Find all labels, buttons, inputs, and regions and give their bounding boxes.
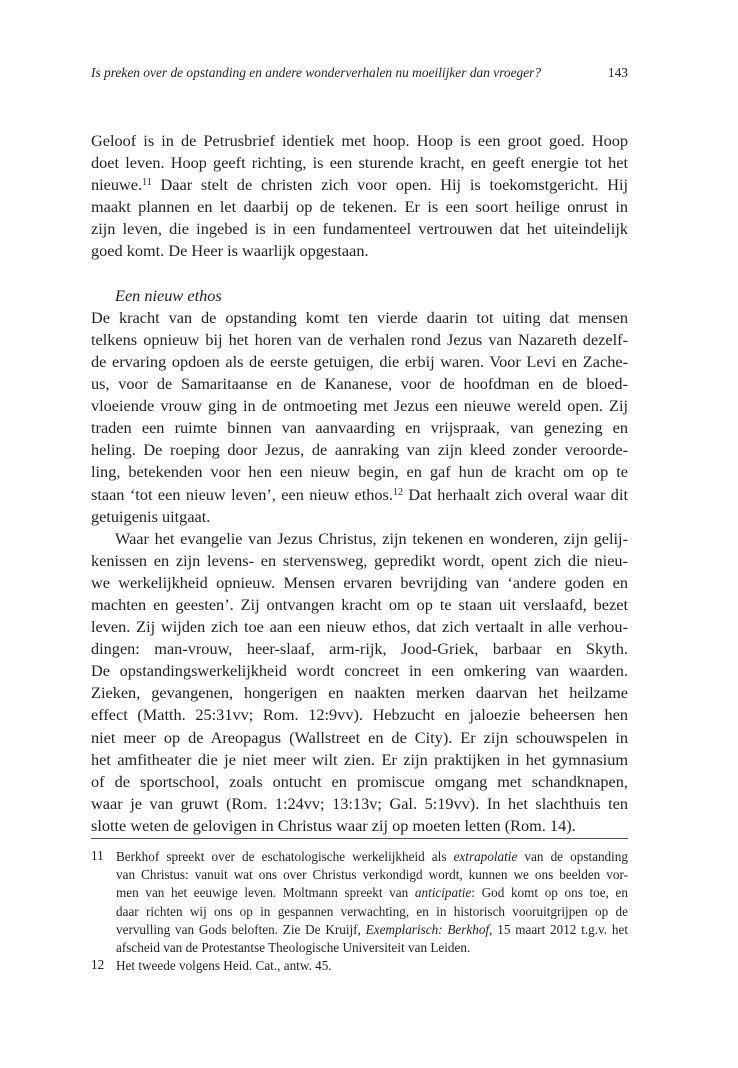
footnote-ref[interactable]: 12 (392, 486, 403, 498)
text-line: dingen: man-vrouw, heer-slaaf, arm-rijk, Jood-Griek, barbaar en Skyth. (91, 639, 628, 659)
footnote-emphasis: Exemplarisch: Berkhof (365, 921, 490, 937)
text-line: Geloof is in de Petrusbrief identiek met hoop. Hoop is een groot goed. Hoop (91, 131, 628, 150)
text-line: getuigenis uitgaat. (91, 506, 211, 526)
text-line: us, voor de Samaritaanse en de Kananese, voor de hoofdman en de bloed- (91, 374, 628, 394)
text-line (91, 174, 628, 196)
page-number: 143 (607, 65, 628, 80)
footnotes (91, 848, 628, 975)
running-title: Is preken over de opstanding en andere wonderverhalen nu moeilijker dan vroeger? (91, 65, 542, 80)
footnote-line (116, 903, 628, 921)
footnote-separator (91, 838, 628, 839)
footnote (91, 848, 628, 957)
text-line: de ervaring opdoen als de eerste getuigen, die erbij waren. Voor Levi en Zache- (91, 351, 628, 371)
text-run: Daar stelt de christen zich voor open. Hij is toekomstgericht. Hij (151, 175, 628, 195)
footnote-emphasis: anticipatie (414, 885, 472, 901)
text-line: maakt plannen en let daarbij op de tekenen. Er is een soort heilige onrust in (91, 197, 628, 217)
footnote-text: men van het eeuwige leven. Moltmann spreekt van (116, 885, 415, 901)
footnote-text: : God komt op ons toe, en (471, 885, 628, 901)
text-line: De kracht van de opstanding komt ten vierde daarin tot uiting dat mensen (91, 307, 628, 327)
text-line: De opstandingswerkelijkheid wordt concreet in een omkering van waarden. (91, 661, 628, 681)
text-line: heling. De roeping door Jezus, de aanraking van zijn kleed zonder veroorde- (91, 440, 628, 460)
paragraph-gospel (91, 528, 628, 837)
footnote-emphasis: extrapolatie (453, 849, 518, 864)
text-line: of de sportschool, zoals ontucht en promiscue omgang met schandknapen, (91, 771, 628, 791)
footnote-line (116, 848, 628, 866)
footnote-text: afscheid van de Protestantse Theologische Universiteit van Leiden. (116, 939, 471, 955)
text-line: slotte weten de gelovigen in Christus waar zij op moeten letten (Rom. 14). (91, 815, 576, 835)
text-line: machten en geesten’. Zij ontvangen kracht om op te staan uit verslaafd, bezet (91, 594, 628, 614)
footnote-text: , 15 maart 2012 t.g.v. het (489, 921, 628, 937)
text-run: Dat herhaalt zich overal waar dit (402, 484, 628, 504)
footnote-line (116, 939, 628, 957)
footnote (91, 957, 628, 975)
text-run: staan ‘tot een nieuw leven’, een nieuw ethos. (91, 484, 393, 504)
paragraph-hope (91, 130, 628, 263)
footnote-text: daar richten wij ons op in gespannen verwachting, en in historisch vooruitgrijpen op de (116, 903, 628, 919)
text-line: effect (Matth. 25:31vv; Rom. 12:9vv). Hebzucht en jaloezie beheersen hen (91, 705, 628, 725)
section-heading: Een nieuw ethos (115, 285, 222, 305)
text-line: niet meer op de Areopagus (Wallstreet en de City). Er zijn schouwspelen in (91, 727, 628, 747)
text-line: telkens opnieuw bij het horen van de verhalen rond Jezus van Nazareth dezelf- (91, 329, 628, 349)
footnote-text: van Christus: vanuit wat ons over Christus verkondigd wordt, kunnen we ons beelden vor- (116, 867, 628, 883)
footnote-line (116, 884, 628, 902)
running-header (91, 65, 628, 85)
footnote-text: van de opstanding (517, 849, 628, 864)
footnote-line (116, 957, 628, 975)
text-line: kenissen en zijn levens- en stervensweg, gepredikt wordt, opent zich die nieu- (91, 550, 628, 570)
text-line: doet leven. Hoop geeft richting, is een sturende kracht, en geeft energie tot het (91, 153, 628, 173)
text-line: Zieken, gevangenen, hongerigen en naakten merken daarvan het heilzame (91, 683, 628, 703)
paragraph-new-ethos (91, 307, 628, 528)
text-line: ling, betekenden voor hen een nieuw begin, en gaf hun de kracht om op te (91, 462, 628, 482)
footnote-number: 12 (91, 957, 105, 973)
text-line: leven. Zij wijden zich toe aan een nieuw ethos, dat zich vertaalt in alle verhou- (91, 617, 628, 637)
footnote-text: Berkhof spreekt over de eschatologische werkelijkheid als (116, 849, 454, 864)
text-run: nieuwe. (91, 175, 143, 195)
body-text (91, 130, 628, 837)
footnote-line (116, 866, 628, 884)
text-line (91, 484, 628, 506)
text-line: traden een ruimte binnen van aanvaarding en vrijspraak, van genezing en (91, 418, 628, 438)
text-line: we werkelijkheid opnieuw. Mensen ervaren bevrijding van ‘andere goden en (91, 572, 628, 592)
footnote-line (116, 921, 628, 939)
text-line: vloeiende vrouw ging in de ontmoeting met Jezus een nieuwe wereld open. Zij (91, 396, 628, 416)
text-line: het amfitheater die je niet meer wilt zien. Er zijn praktijken in het gymnasium (91, 749, 628, 769)
text-line: Waar het evangelie van Jezus Christus, zijn tekenen en wonderen, zijn gelij- (115, 528, 628, 548)
text-line: zijn leven, die ingebed is in een fundamenteel vertrouwen dat het uiteindelijk (91, 219, 628, 239)
footnote-text: vervulling van Gods beloften. Zie De Kruijf, (116, 921, 366, 937)
footnote-text: Het tweede volgens Heid. Cat., antw. 45. (116, 958, 332, 974)
text-line: waar je van gruwt (Rom. 1:24vv; 13:13v; Gal. 5:19vv). In het slachthuis ten (91, 793, 628, 813)
footnote-number: 11 (91, 848, 104, 863)
footnote-ref[interactable]: 11 (142, 177, 152, 189)
text-line: goed komt. De Heer is waarlijk opgestaan. (91, 241, 369, 261)
